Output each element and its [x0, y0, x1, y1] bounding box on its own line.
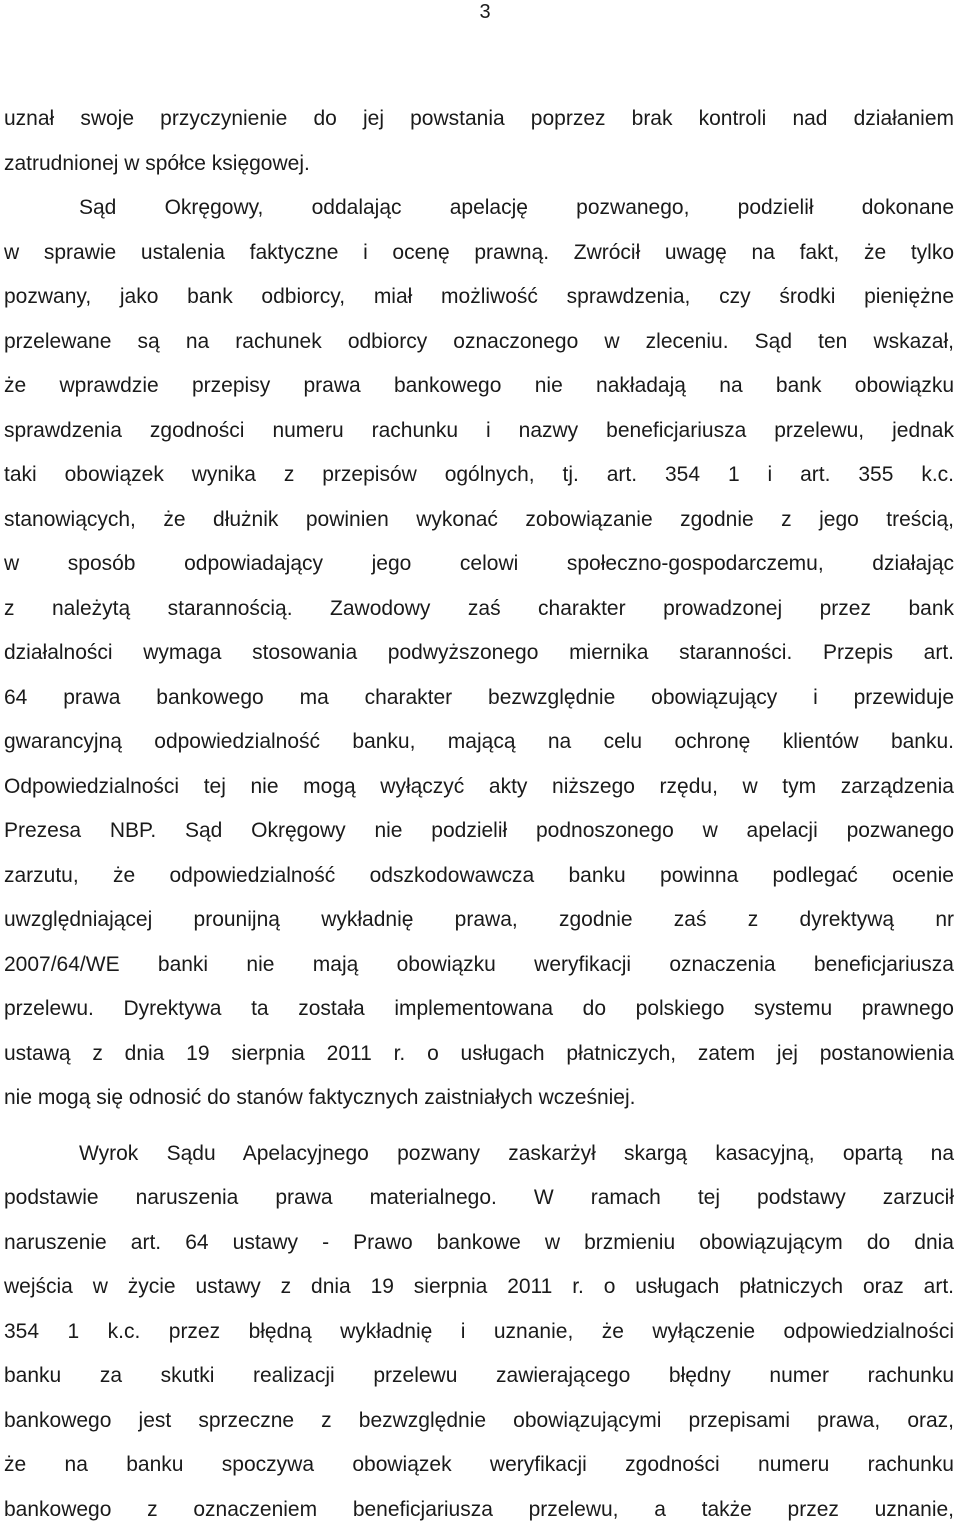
text-line: wejścia w życie ustawy z dnia 19 sierpnia 2011 r. o usługach płatniczych oraz art. [4, 1265, 954, 1310]
text-line: przelewane są na rachunek odbiorcy oznaczonego w zleceniu. Sąd ten wskazał, [4, 320, 954, 365]
text-line: nie mogą się odnosić do stanów faktycznych zaistniałych wcześniej. [4, 1076, 954, 1121]
text-line: ustawą z dnia 19 sierpnia 2011 r. o usługach płatniczych, zatem jej postanowienia [4, 1032, 954, 1077]
paragraph-gap [4, 1121, 954, 1132]
text-line: Prezesa NBP. Sąd Okręgowy nie podzielił podnoszonego w apelacji pozwanego [4, 809, 954, 854]
text-line: pozwany, jako bank odbiorcy, miał możliwość sprawdzenia, czy środki pieniężne [4, 275, 954, 320]
text-line: podstawie naruszenia prawa materialnego. W ramach tej podstawy zarzucił [4, 1176, 954, 1221]
document-body [4, 97, 954, 1532]
text-line: zatrudnionej w spółce księgowej. [4, 142, 954, 187]
text-line: sprawdzenia zgodności numeru rachunku i nazwy beneficjariusza przelewu, jednak [4, 409, 954, 454]
text-line: Wyrok Sądu Apelacyjnego pozwany zaskarżył skargą kasacyjną, opartą na [4, 1132, 954, 1177]
text-line: gwarancyjną odpowiedzialność banku, mającą na celu ochronę klientów banku. [4, 720, 954, 765]
text-line: bankowego z oznaczeniem beneficjariusza przelewu, a także przez uznanie, [4, 1488, 954, 1532]
text-line: z należytą starannością. Zawodowy zaś charakter prowadzonej przez bank [4, 587, 954, 632]
text-line: działalności wymaga stosowania podwyższonego miernika staranności. Przepis art. [4, 631, 954, 676]
text-line: 64 prawa bankowego ma charakter bezwzględnie obowiązujący i przewiduje [4, 676, 954, 721]
text-line: taki obowiązek wynika z przepisów ogólnych, tj. art. 354 1 i art. 355 k.c. [4, 453, 954, 498]
page-number: 3 [0, 0, 960, 24]
text-line: że wprawdzie przepisy prawa bankowego nie nakładają na bank obowiązku [4, 364, 954, 409]
text-line: w sprawie ustalenia faktyczne i ocenę prawną. Zwrócił uwagę na fakt, że tylko [4, 231, 954, 276]
text-line: 2007/64/WE banki nie mają obowiązku weryfikacji oznaczenia beneficjariusza [4, 943, 954, 988]
text-line: uwzględniającej prounijną wykładnię prawa, zgodnie zaś z dyrektywą nr [4, 898, 954, 943]
text-line: zarzutu, że odpowiedzialność odszkodowawcza banku powinna podlegać ocenie [4, 854, 954, 899]
text-line: stanowiących, że dłużnik powinien wykonać zobowiązanie zgodnie z jego treścią, [4, 498, 954, 543]
text-line: banku za skutki realizacji przelewu zawierającego błędny numer rachunku [4, 1354, 954, 1399]
text-line: uznał swoje przyczynienie do jej powstania poprzez brak kontroli nad działaniem [4, 97, 954, 142]
text-line: w sposób odpowiadający jego celowi społeczno-gospodarczemu, działając [4, 542, 954, 587]
text-line: Odpowiedzialności tej nie mogą wyłączyć akty niższego rzędu, w tym zarządzenia [4, 765, 954, 810]
text-line: że na banku spoczywa obowiązek weryfikacji zgodności numeru rachunku [4, 1443, 954, 1488]
text-line: przelewu. Dyrektywa ta została implementowana do polskiego systemu prawnego [4, 987, 954, 1032]
text-line: naruszenie art. 64 ustawy - Prawo bankowe w brzmieniu obowiązującym do dnia [4, 1221, 954, 1266]
text-line: 354 1 k.c. przez błędną wykładnię i uznanie, że wyłączenie odpowiedzialności [4, 1310, 954, 1355]
text-line: Sąd Okręgowy, oddalając apelację pozwanego, podzielił dokonane [4, 186, 954, 231]
text-line: bankowego jest sprzeczne z bezwzględnie obowiązującymi przepisami prawa, oraz, [4, 1399, 954, 1444]
